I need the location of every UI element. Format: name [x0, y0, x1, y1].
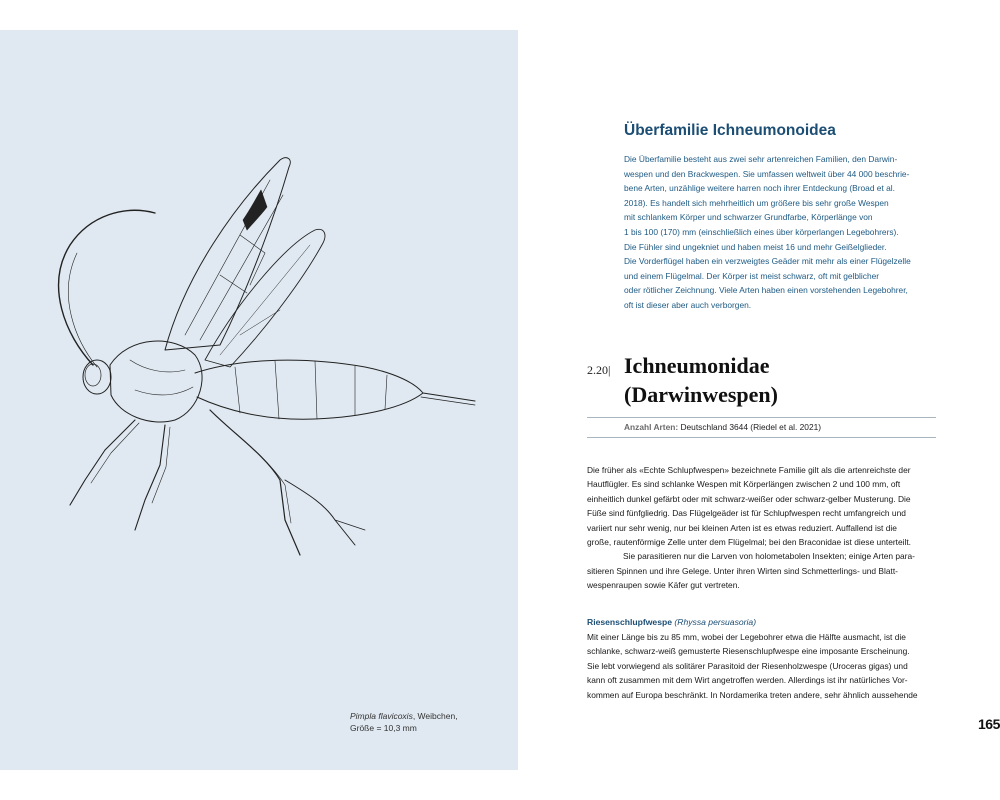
- species-count-value: Deutschland 3644 (Riedel et al. 2021): [680, 422, 822, 432]
- box-line: wespen und den Brackwespen. Sie umfassen weltweit über 44 000 beschrie-: [624, 168, 910, 179]
- box-line: oft ist dieser aber auch verborgen.: [624, 299, 752, 310]
- box-line: bene Arten, unzählige weitere harren noch ihrer Entdeckung (Broad et al.: [624, 183, 895, 194]
- caption-size: Größe = 10,3 mm: [350, 723, 417, 733]
- box-line: Die Vorderflügel haben ein verzweigtes Geäder mit mehr als einer Flügelzelle: [624, 256, 911, 267]
- species-count: [624, 422, 821, 432]
- box-line: Die Fühler sind ungekniet und haben meist 16 und mehr Geißelglieder.: [624, 241, 887, 252]
- body-line: Sie parasitieren nur die Larven von holometabolen Insekten; einige Arten para-: [623, 551, 915, 562]
- species-line: kommen auf Europa beschränkt. In Nordamerika treten andere, sehr ähnlich aussehende: [587, 689, 918, 700]
- box-line: und einem Flügelmal. Der Körper ist meist schwarz, oft mit gelblicher: [624, 270, 880, 281]
- box-line: oder rötlicher Zeichnung. Viele Arten haben einen vorstehenden Legebohrer,: [624, 285, 908, 296]
- section-title-line2: (Darwinwespen): [624, 382, 778, 407]
- page-number: 165: [978, 716, 1000, 732]
- body-line: Füße sind fünfgliedrig. Das Flügelgeäder ist für Schlupfwespen recht umfangreich und: [587, 508, 906, 519]
- box-line: Die Überfamilie besteht aus zwei sehr artenreichen Familien, den Darwin-: [624, 154, 898, 164]
- species-heading-name: Riesenschlupfwespe: [587, 617, 673, 627]
- species-line: schlanke, schwarz-weiß gemusterte Riesenschlupfwespe eine imposante Erscheinung.: [587, 646, 910, 657]
- species-count-label: Anzahl Arten:: [624, 422, 679, 432]
- body-line: Die früher als «Echte Schlupfwespen» bezeichnete Familie gilt als die artenreichste der: [587, 465, 911, 475]
- species-line: Sie lebt vorwiegend als solitärer Parasitoid der Riesenholzwespe (Uroceras gigas) und: [587, 660, 908, 671]
- species-heading: [587, 617, 756, 627]
- body-line: einheitlich dunkel gefärbt oder mit schwarz-weißer oder schwarz-gelber Musterung. Die: [587, 493, 911, 504]
- illustration-panel: [0, 30, 518, 770]
- species-line: Mit einer Länge bis zu 85 mm, wobei der Legebohrer etwa die Hälfte ausmacht, ist die: [587, 632, 906, 642]
- body-line: sitieren Spinnen und ihre Gelege. Unter ihren Wirten sind Schmetterlings- und Blatt-: [587, 565, 898, 576]
- wasp-illustration: [35, 135, 485, 575]
- caption-species: Pimpla flavicoxis: [350, 711, 413, 721]
- box-line: 2018). Es handelt sich mehrheitlich um größere bis sehr große Wespen: [624, 197, 889, 208]
- illustration-caption: [350, 710, 500, 734]
- section-title-line1: Ichneumonidae: [624, 353, 770, 378]
- caption-sex: , Weibchen,: [412, 711, 458, 721]
- section-title: [624, 351, 778, 409]
- species-line: kann oft zusammen mit dem Wirt angetroffen werden. Allerdings ist ihr natürliches Vor-: [587, 675, 908, 686]
- body-line: variiert nur sehr wenig, nur bei kleinen Arten ist es etwas reduziert. Auffallend ist die: [587, 522, 897, 533]
- section-number: 2.20|: [587, 363, 611, 377]
- box-title: Überfamilie Ichneumonoidea: [624, 122, 836, 139]
- species-heading-latin: (Rhyssa persuasoria): [674, 617, 757, 627]
- body-line: große, rautenförmige Zelle unter dem Flügelmal; bei den Braconidae ist diese unterteilt.: [587, 537, 912, 548]
- body-paragraph: [587, 463, 937, 593]
- box-line: mit schlankem Körper und schwarzer Grundfarbe, Körperlänge von: [624, 212, 873, 223]
- divider: [587, 437, 936, 438]
- species-paragraph: [587, 630, 937, 702]
- body-line: Hautflügler. Es sind schlanke Wespen mit Körperlängen zwischen 2 und 100 mm, oft: [587, 479, 901, 490]
- divider: [587, 417, 936, 418]
- box-body: [624, 152, 936, 313]
- box-line: 1 bis 100 (170) mm (einschließlich eines über körperlangen Legebohrers).: [624, 226, 899, 237]
- body-line: wespenraupen sowie Käfer gut vertreten.: [587, 580, 740, 591]
